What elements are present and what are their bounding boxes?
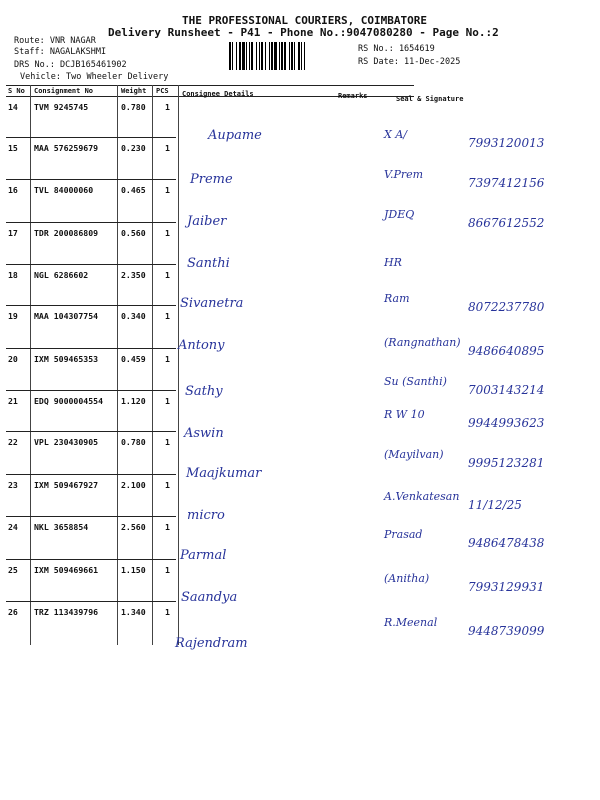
signature-phone: 9944993623 <box>468 416 545 430</box>
signature-mark: (Rangnathan) <box>384 336 461 349</box>
row-pcs: 1 <box>165 143 170 153</box>
signature-mark: (Anitha) <box>384 572 430 585</box>
row-divider <box>6 431 176 432</box>
row-consignment: MAA 576259679 <box>34 143 99 153</box>
row-sno: 23 <box>8 480 18 490</box>
barcode-bar <box>229 42 231 70</box>
signature-phone: 7993120013 <box>468 136 545 150</box>
row-consignment: NKL 3658854 <box>34 522 89 532</box>
signature-mark: R W 10 <box>384 408 425 421</box>
barcode-bar <box>281 42 283 70</box>
barcode-bar <box>256 42 257 70</box>
row-sno: 18 <box>8 270 18 280</box>
row-weight: 0.780 <box>121 102 146 112</box>
row-consignment: TVM 9245745 <box>34 102 89 112</box>
barcode-bar <box>246 42 247 70</box>
barcode-bar <box>271 42 273 70</box>
consignee-name-handwritten: Santhi <box>187 256 230 271</box>
rs-date: RS Date: 11-Dec-2025 <box>358 57 461 67</box>
consignee-name-handwritten: Sathy <box>185 384 223 399</box>
barcode-bar <box>279 42 280 70</box>
row-weight: 0.465 <box>121 185 146 195</box>
row-pcs: 1 <box>165 102 170 112</box>
row-consignment: MAA 104307754 <box>34 311 99 321</box>
row-divider <box>6 559 176 560</box>
barcode-bar <box>242 42 245 70</box>
row-sno: 15 <box>8 143 18 153</box>
col-header-sno: S No <box>8 87 25 95</box>
consignee-name-handwritten: Preme <box>190 172 233 187</box>
col-divider <box>152 85 153 645</box>
row-divider <box>6 305 176 306</box>
row-weight: 0.780 <box>121 437 146 447</box>
row-sno: 14 <box>8 102 18 112</box>
row-pcs: 1 <box>165 228 170 238</box>
signature-phone: 9448739099 <box>468 624 545 638</box>
barcode-bar <box>259 42 260 70</box>
row-pcs: 1 <box>165 480 170 490</box>
consignee-name-handwritten: Parmal <box>180 548 227 563</box>
row-divider <box>6 264 176 265</box>
row-sno: 21 <box>8 396 18 406</box>
company-title: THE PROFESSIONAL COURIERS, COIMBATORE <box>182 14 428 27</box>
staff-label: Staff: NAGALAKSHMI <box>14 47 107 57</box>
row-weight: 0.230 <box>121 143 146 153</box>
route-label: Route: VNR NAGAR <box>14 36 96 46</box>
consignee-name-handwritten: micro <box>187 508 225 523</box>
consignee-name-handwritten: Antony <box>178 338 225 353</box>
signature-phone: 7993129931 <box>468 580 545 594</box>
table-top-border <box>6 85 414 86</box>
row-pcs: 1 <box>165 311 170 321</box>
signature-mark: V.Prem <box>384 168 424 181</box>
signature-phone: 8072237780 <box>468 300 545 314</box>
row-consignment: TVL 84000060 <box>34 185 94 195</box>
row-consignment: VPL 230430905 <box>34 437 99 447</box>
col-header-seal: Seal & Signature <box>396 95 464 103</box>
row-weight: 2.350 <box>121 270 146 280</box>
consignee-name-handwritten: Aupame <box>208 128 262 143</box>
consignee-name-handwritten: Aswin <box>184 426 224 441</box>
row-divider <box>6 390 176 391</box>
barcode-bar <box>239 42 241 70</box>
barcode-bar <box>298 42 300 70</box>
row-consignment: TRZ 113439796 <box>34 607 99 617</box>
signature-phone: 7003143214 <box>468 383 545 397</box>
row-sno: 25 <box>8 565 18 575</box>
row-pcs: 1 <box>165 185 170 195</box>
row-pcs: 1 <box>165 270 170 280</box>
row-divider <box>6 348 176 349</box>
barcode-bar <box>265 42 266 70</box>
barcode-bar <box>249 42 250 70</box>
row-consignment: NGL 6286602 <box>34 270 89 280</box>
consignee-name-handwritten: Maajkumar <box>186 466 262 481</box>
row-divider <box>6 601 176 602</box>
barcode-bar <box>289 42 290 70</box>
row-sno: 20 <box>8 354 18 364</box>
barcode-bar <box>301 42 302 70</box>
barcode-bar <box>236 42 237 70</box>
row-pcs: 1 <box>165 522 170 532</box>
signature-mark: R.Meenal <box>384 616 438 629</box>
row-pcs: 1 <box>165 437 170 447</box>
signature-mark: (Mayilvan) <box>384 448 444 461</box>
signature-phone: 9486478438 <box>468 536 545 550</box>
row-divider <box>6 137 176 138</box>
col-header-pcs: PCS <box>156 87 169 95</box>
signature-mark: HR <box>384 256 402 269</box>
row-weight: 0.560 <box>121 228 146 238</box>
barcode-bar <box>294 42 295 70</box>
row-consignment: EDQ 9000004554 <box>34 396 104 406</box>
consignee-name-handwritten: Saandya <box>181 590 238 605</box>
row-pcs: 1 <box>165 396 170 406</box>
row-weight: 0.459 <box>121 354 146 364</box>
signature-mark: JDEQ <box>384 208 415 221</box>
col-divider <box>178 85 179 645</box>
consignee-name-handwritten: Sivanetra <box>180 296 244 311</box>
col-header-weight: Weight <box>121 87 147 95</box>
row-consignment: IXM 509469661 <box>34 565 99 575</box>
barcode-bar <box>251 42 253 70</box>
signature-phone: 9486640895 <box>468 344 545 358</box>
signature-mark: X A/ <box>384 128 407 141</box>
barcode-bar <box>291 42 293 70</box>
signature-phone: 11/12/25 <box>468 498 522 512</box>
barcode-bar <box>232 42 233 70</box>
signature-phone: 7397412156 <box>468 176 545 190</box>
row-divider <box>6 179 176 180</box>
row-consignment: IXM 509467927 <box>34 480 99 490</box>
barcode-bar <box>269 42 270 70</box>
row-weight: 0.340 <box>121 311 146 321</box>
signature-mark: A.Venkatesan <box>384 490 460 503</box>
rs-number: RS No.: 1654619 <box>358 44 435 54</box>
signature-mark: Prasad <box>384 528 423 541</box>
col-header-remarks: Remarks <box>338 92 368 100</box>
signature-phone: 9995123281 <box>468 456 545 470</box>
signature-mark: Su (Santhi) <box>384 375 447 388</box>
row-divider <box>6 516 176 517</box>
consignee-name-handwritten: Jaiber <box>187 214 227 229</box>
row-weight: 2.560 <box>121 522 146 532</box>
barcode-bar <box>304 42 305 70</box>
row-weight: 1.150 <box>121 565 146 575</box>
row-sno: 26 <box>8 607 18 617</box>
row-weight: 2.100 <box>121 480 146 490</box>
row-pcs: 1 <box>165 565 170 575</box>
row-sno: 17 <box>8 228 18 238</box>
row-sno: 24 <box>8 522 18 532</box>
signature-mark: Ram <box>384 292 410 305</box>
col-divider <box>117 85 118 645</box>
col-header-consignee: Consignee Details <box>182 90 254 98</box>
row-divider <box>6 474 176 475</box>
row-sno: 22 <box>8 437 18 447</box>
row-pcs: 1 <box>165 607 170 617</box>
barcode-bar <box>261 42 263 70</box>
barcode <box>229 42 355 70</box>
col-divider <box>30 85 31 645</box>
row-consignment: TDR 200086809 <box>34 228 99 238</box>
signature-phone: 8667612552 <box>468 216 545 230</box>
row-consignment: IXM 509465353 <box>34 354 99 364</box>
runsheet-title: Delivery Runsheet - P41 - Phone No.:9047080280 - Page No.:2 <box>108 26 499 39</box>
row-sno: 16 <box>8 185 18 195</box>
row-pcs: 1 <box>165 354 170 364</box>
row-sno: 19 <box>8 311 18 321</box>
vehicle-label: Vehicle: Two Wheeler Delivery <box>20 72 169 82</box>
barcode-bar <box>274 42 277 70</box>
row-weight: 1.340 <box>121 607 146 617</box>
barcode-bar <box>284 42 286 70</box>
col-header-consignment: Consignment No <box>34 87 94 95</box>
row-divider <box>6 222 176 223</box>
row-weight: 1.120 <box>121 396 146 406</box>
drs-number: DRS No.: DCJB165461902 <box>14 60 127 70</box>
consignee-name-handwritten: Rajendram <box>175 636 248 651</box>
